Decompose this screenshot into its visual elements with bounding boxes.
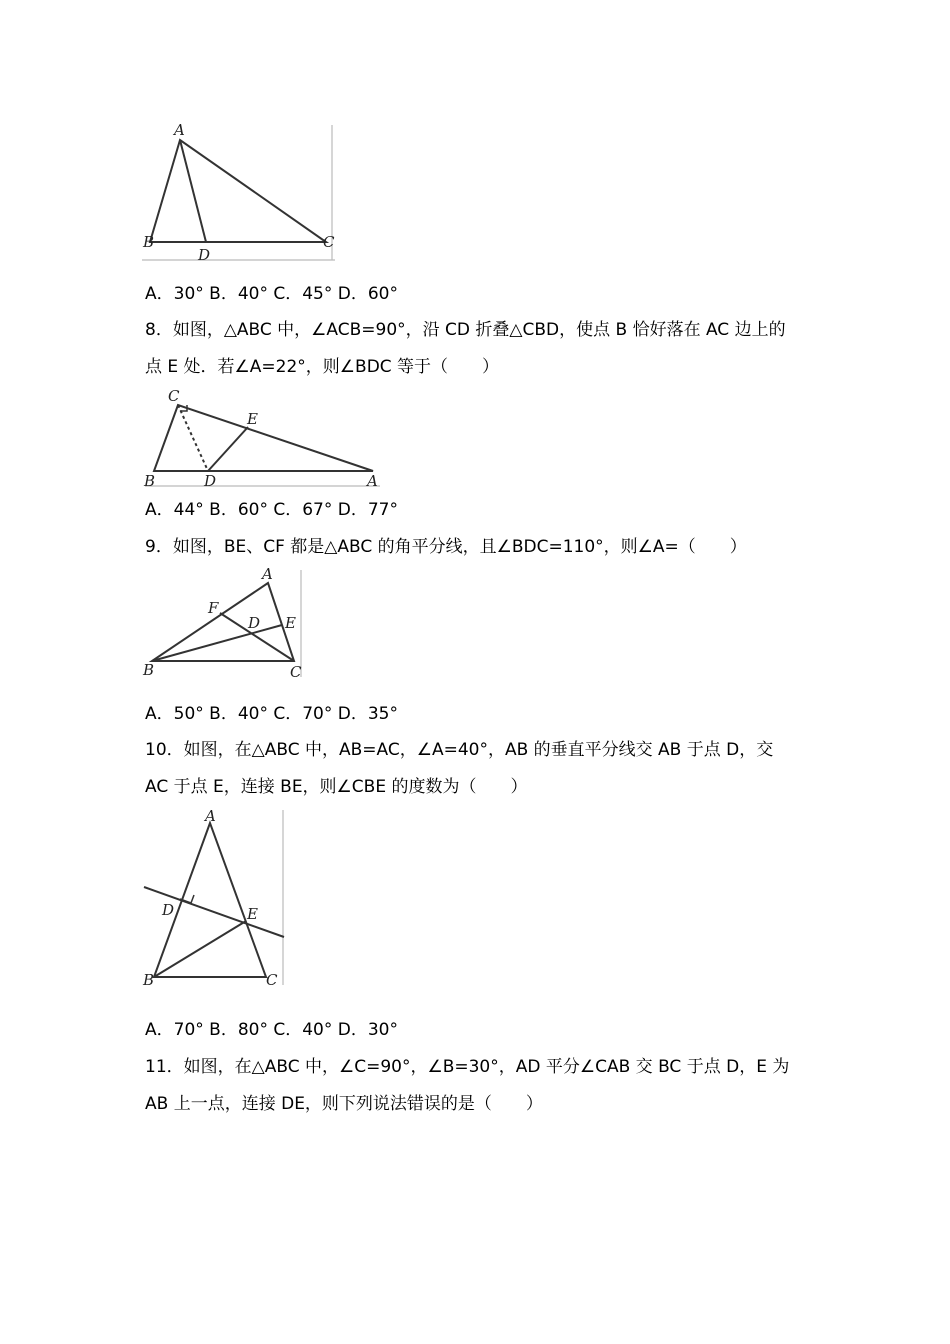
q9-label-c: C (290, 663, 302, 681)
q10-label-d: D (162, 901, 175, 919)
q7-label-b: B (143, 233, 155, 251)
q10-label-c: C (266, 971, 278, 989)
q7-options: A．30° B．40° C．45° D．60° (145, 284, 398, 304)
q10-perpendicular-bisector-figure (140, 805, 290, 990)
q10-label-a: A (205, 807, 216, 825)
q9-label-a: A (262, 565, 273, 583)
q9-stem-line1: 9．如图，BE、CF 都是△ABC 的角平分线，且∠BDC=110°，则∠A=（ ） (145, 537, 747, 557)
q10-options: A．70° B．80° C．40° D．30° (145, 1020, 398, 1040)
q11-stem-line2: AB 上一点，连接 DE，则下列说法错误的是（ ） (145, 1094, 543, 1114)
q8-label-d: D (204, 472, 217, 490)
q9-label-d: D (248, 614, 261, 632)
q8-label-e: E (247, 410, 258, 428)
q7-label-a: A (174, 121, 185, 139)
q8-label-a: A (367, 472, 378, 490)
q8-stem-line1: 8．如图，△ABC 中，∠ACB=90°，沿 CD 折叠△CBD，使点 B 恰好落在 AC 边上的 (145, 320, 786, 340)
q10-stem-line2: AC 于点 E，连接 BE，则∠CBE 的度数为（ ） (145, 777, 528, 797)
q10-label-b: B (143, 971, 155, 989)
q9-options: A．50° B．40° C．70° D．35° (145, 704, 398, 724)
q10-label-e: E (247, 905, 258, 923)
q9-label-e: E (285, 614, 296, 632)
q9-label-b: B (143, 661, 155, 679)
q7-triangle-figure (140, 120, 340, 265)
q11-stem-line1: 11．如图，在△ABC 中，∠C=90°，∠B=30°，AD 平分∠CAB 交 BC 于点 D，E 为 (145, 1057, 790, 1077)
q8-options: A．44° B．60° C．67° D．77° (145, 500, 398, 520)
q7-label-d: D (198, 246, 211, 264)
q10-stem-line1: 10．如图，在△ABC 中，AB=AC，∠A=40°，AB 的垂直平分线交 AB 于点 D，交 (145, 740, 774, 760)
q7-label-c: C (323, 233, 335, 251)
q8-stem-line2: 点 E 处．若∠A=22°，则∠BDC 等于（ ） (145, 357, 500, 377)
q8-label-c: C (168, 387, 180, 405)
q9-bisector-figure (140, 565, 310, 683)
q9-label-f: F (208, 599, 219, 617)
q8-fold-figure (140, 385, 385, 493)
q8-label-b: B (144, 472, 156, 490)
